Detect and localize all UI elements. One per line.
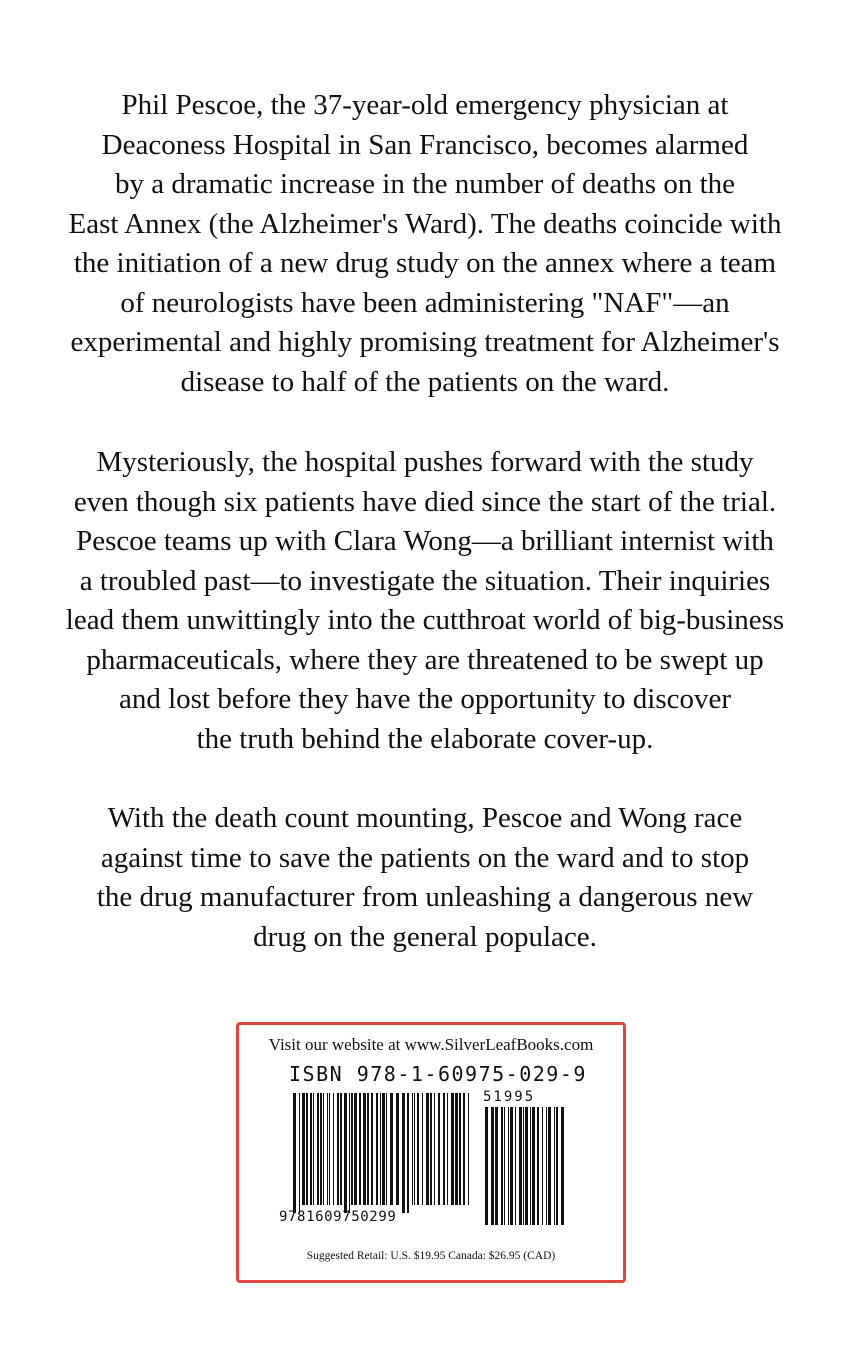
blurb-line: the initiation of a new drug study on the annex where a team	[73, 247, 777, 279]
barcode-bar	[501, 1107, 503, 1225]
blurb-line: lead them unwittingly into the cutthroat world of big-business	[65, 604, 785, 636]
barcode-bar	[463, 1093, 465, 1205]
barcode-bar	[561, 1107, 564, 1225]
blurb-line: Phil Pescoe, the 37-year-old emergency physician at	[121, 89, 729, 121]
blurb-line: even though six patients have died since the start of the trial.	[73, 485, 777, 518]
blurb-line: the truth behind the elaborate cover-up.	[196, 722, 654, 755]
barcode-bar	[363, 1093, 366, 1205]
blurb-line: against time to save the patients on the ward and to stop	[100, 841, 750, 874]
barcode-bar	[485, 1107, 488, 1225]
barcode-bar	[386, 1093, 387, 1205]
barcode-bar	[426, 1093, 429, 1205]
barcode-graphic	[239, 1085, 623, 1225]
barcode-bar	[382, 1093, 385, 1205]
barcode-bar	[380, 1093, 381, 1205]
barcode-bar	[317, 1093, 319, 1205]
barcode-bar	[412, 1093, 413, 1205]
barcode-bar	[306, 1093, 308, 1205]
barcode-bar	[414, 1093, 415, 1205]
barcode-bar	[525, 1107, 528, 1225]
barcode-bar	[532, 1107, 535, 1225]
barcode-bar	[344, 1093, 347, 1213]
ean-digits-text: 9781609750299	[279, 1209, 397, 1225]
barcode-bar	[443, 1093, 445, 1205]
barcode-bar	[407, 1093, 409, 1213]
blurb-paragraph-3	[20, 799, 830, 957]
blurb-line: the drug manufacturer from unleashing a dangerous new	[96, 881, 754, 913]
barcode-bar	[459, 1093, 461, 1205]
barcode-bar	[337, 1093, 339, 1205]
barcode-bar	[491, 1107, 494, 1225]
blurb-line: of neurologists have been administering "NAF"—an	[120, 286, 730, 319]
barcode-bar	[299, 1093, 300, 1213]
blurb-line: East Annex (the Alzheimer's Ward). The deaths coincide with	[68, 207, 782, 240]
barcode-bar	[451, 1093, 454, 1205]
barcode-bar	[320, 1093, 322, 1205]
barcode-bar	[354, 1093, 357, 1205]
blurb-line: pharmaceuticals, where they are threatened to be swept up	[86, 643, 764, 676]
blurb-line: Pescoe teams up with Clara Wong—a brilliant internist with	[76, 525, 774, 557]
blurb-line: Deaconess Hospital in San Francisco, becomes alarmed	[101, 128, 749, 161]
blurb-line: Mysteriously, the hospital pushes forward with the study	[96, 446, 754, 478]
barcode-bar	[402, 1093, 405, 1213]
blurb-paragraph-1	[20, 86, 830, 402]
barcode-bar	[310, 1093, 312, 1205]
blurb-line: and lost before they have the opportunity to discover	[118, 683, 732, 715]
barcode-bar	[455, 1093, 458, 1205]
barcode-bar	[367, 1093, 369, 1205]
barcode-bar	[302, 1093, 305, 1205]
barcode-bar	[323, 1093, 324, 1205]
barcode-bar	[396, 1093, 399, 1205]
barcode-bar	[519, 1107, 522, 1225]
barcode-bar	[508, 1107, 509, 1225]
barcode-bar	[351, 1093, 353, 1205]
barcode-bar	[542, 1107, 543, 1225]
website-text: Visit our website at www.SilverLeafBooks.com	[268, 1035, 594, 1054]
retail-price-text: Suggested Retail: U.S. $19.95 Canada: $26.95 (CAD)	[306, 1250, 556, 1262]
barcode-bar	[376, 1093, 378, 1205]
blurb-line: drug on the general populace.	[253, 920, 597, 953]
barcode-bar	[515, 1107, 516, 1225]
barcode-bar	[556, 1107, 558, 1225]
barcode-bar	[340, 1093, 342, 1205]
barcode-bar	[438, 1093, 440, 1205]
blurb-line: a troubled past—to investigate the situation. Their inquiries	[79, 564, 771, 597]
barcode-bar	[371, 1093, 373, 1205]
barcode-bar	[468, 1093, 469, 1205]
isbn-text: ISBN 978-1-60975-029-9	[289, 1062, 587, 1086]
barcode-bar	[510, 1107, 513, 1225]
barcode-bar	[293, 1093, 296, 1213]
barcode-bar	[349, 1093, 350, 1213]
barcode-bar	[554, 1107, 555, 1225]
blurb-line: by a dramatic increase in the number of deaths on the	[114, 168, 736, 200]
barcode-bar	[504, 1107, 505, 1225]
price-code-text: 51995	[483, 1089, 536, 1105]
barcode-bar	[537, 1107, 539, 1225]
blurb-line: experimental and highly promising treatment for Alzheimer's	[70, 326, 780, 358]
barcode-bar	[333, 1093, 334, 1205]
barcode-bar	[495, 1107, 498, 1225]
blurb-line: disease to half of the patients on the ward.	[180, 365, 670, 398]
barcode-bar	[417, 1093, 419, 1205]
barcode-bar	[313, 1093, 314, 1205]
barcode-bar	[327, 1093, 328, 1205]
barcode-bar	[359, 1093, 361, 1205]
barcode-bar	[434, 1093, 435, 1205]
barcode-bar	[523, 1107, 524, 1225]
barcode-bar	[530, 1107, 531, 1225]
barcode-bar	[548, 1107, 551, 1225]
blurb-line: With the death count mounting, Pescoe and Wong race	[107, 802, 743, 834]
barcode-bar	[546, 1107, 547, 1225]
barcode-bar	[329, 1093, 330, 1205]
barcode-bar	[447, 1093, 448, 1205]
blurb-paragraph-2	[20, 443, 830, 759]
barcode-box	[236, 1022, 626, 1283]
barcode-bar	[422, 1093, 423, 1205]
barcode-bar	[430, 1093, 432, 1205]
barcode-bar	[390, 1093, 393, 1205]
